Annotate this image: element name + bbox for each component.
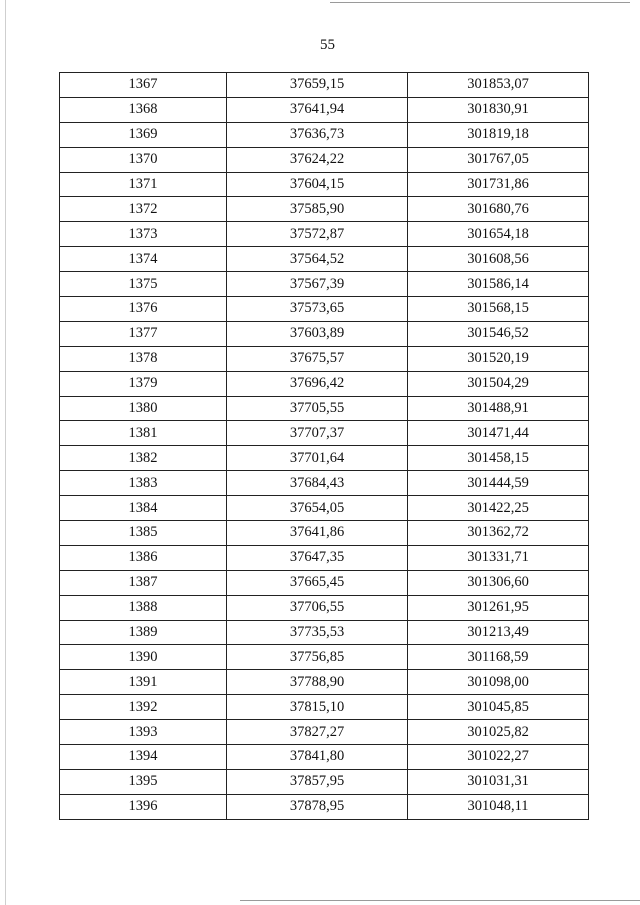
y-coordinate-cell: 301306,60	[408, 570, 589, 595]
point-number-cell: 1367	[60, 73, 227, 98]
page-number: 55	[320, 37, 335, 53]
x-coordinate-cell: 37647,35	[227, 545, 408, 570]
table-row	[60, 172, 589, 197]
point-number-cell: 1387	[60, 570, 227, 595]
x-coordinate-cell: 37707,37	[227, 421, 408, 446]
x-coordinate-cell: 37573,65	[227, 297, 408, 322]
table-row	[60, 346, 589, 371]
coordinates-table	[59, 72, 589, 820]
table-row	[60, 695, 589, 720]
table-row	[60, 496, 589, 521]
point-number-cell: 1390	[60, 645, 227, 670]
point-number-cell: 1392	[60, 695, 227, 720]
table-row	[60, 371, 589, 396]
table-row	[60, 720, 589, 745]
y-coordinate-cell: 301504,29	[408, 371, 589, 396]
y-coordinate-cell: 301098,00	[408, 670, 589, 695]
point-number-cell: 1384	[60, 496, 227, 521]
y-coordinate-cell: 301045,85	[408, 695, 589, 720]
y-coordinate-cell: 301444,59	[408, 471, 589, 496]
point-number-cell: 1388	[60, 595, 227, 620]
coordinates-table-body	[60, 73, 589, 820]
page-edge-left	[5, 0, 6, 905]
y-coordinate-cell: 301168,59	[408, 645, 589, 670]
y-coordinate-cell: 301853,07	[408, 73, 589, 98]
point-number-cell: 1389	[60, 620, 227, 645]
table-row	[60, 421, 589, 446]
y-coordinate-cell: 301608,56	[408, 247, 589, 272]
x-coordinate-cell: 37788,90	[227, 670, 408, 695]
x-coordinate-cell: 37564,52	[227, 247, 408, 272]
table-row	[60, 570, 589, 595]
point-number-cell: 1375	[60, 272, 227, 297]
point-number-cell: 1395	[60, 769, 227, 794]
point-number-cell: 1373	[60, 222, 227, 247]
point-number-cell: 1368	[60, 97, 227, 122]
x-coordinate-cell: 37603,89	[227, 321, 408, 346]
y-coordinate-cell: 301362,72	[408, 521, 589, 546]
point-number-cell: 1381	[60, 421, 227, 446]
y-coordinate-cell: 301488,91	[408, 396, 589, 421]
x-coordinate-cell: 37641,94	[227, 97, 408, 122]
table-row	[60, 321, 589, 346]
x-coordinate-cell: 37684,43	[227, 471, 408, 496]
table-row	[60, 73, 589, 98]
table-row	[60, 247, 589, 272]
x-coordinate-cell: 37878,95	[227, 794, 408, 819]
page-edge-bottom	[240, 900, 640, 901]
point-number-cell: 1371	[60, 172, 227, 197]
y-coordinate-cell: 301261,95	[408, 595, 589, 620]
table-row	[60, 545, 589, 570]
x-coordinate-cell: 37735,53	[227, 620, 408, 645]
table-row	[60, 222, 589, 247]
table-row	[60, 297, 589, 322]
point-number-cell: 1394	[60, 745, 227, 770]
point-number-cell: 1385	[60, 521, 227, 546]
table-row	[60, 197, 589, 222]
table-row	[60, 745, 589, 770]
x-coordinate-cell: 37705,55	[227, 396, 408, 421]
x-coordinate-cell: 37756,85	[227, 645, 408, 670]
table-row	[60, 122, 589, 147]
y-coordinate-cell: 301819,18	[408, 122, 589, 147]
y-coordinate-cell: 301830,91	[408, 97, 589, 122]
x-coordinate-cell: 37604,15	[227, 172, 408, 197]
y-coordinate-cell: 301025,82	[408, 720, 589, 745]
point-number-cell: 1391	[60, 670, 227, 695]
x-coordinate-cell: 37815,10	[227, 695, 408, 720]
x-coordinate-cell: 37572,87	[227, 222, 408, 247]
x-coordinate-cell: 37857,95	[227, 769, 408, 794]
point-number-cell: 1396	[60, 794, 227, 819]
x-coordinate-cell: 37641,86	[227, 521, 408, 546]
point-number-cell: 1382	[60, 446, 227, 471]
table-row	[60, 595, 589, 620]
page-edge-top	[330, 2, 630, 3]
y-coordinate-cell: 301331,71	[408, 545, 589, 570]
y-coordinate-cell: 301731,86	[408, 172, 589, 197]
point-number-cell: 1393	[60, 720, 227, 745]
x-coordinate-cell: 37654,05	[227, 496, 408, 521]
table-row	[60, 471, 589, 496]
x-coordinate-cell: 37665,45	[227, 570, 408, 595]
table-row	[60, 272, 589, 297]
point-number-cell: 1379	[60, 371, 227, 396]
y-coordinate-cell: 301680,76	[408, 197, 589, 222]
point-number-cell: 1376	[60, 297, 227, 322]
y-coordinate-cell: 301568,15	[408, 297, 589, 322]
point-number-cell: 1369	[60, 122, 227, 147]
y-coordinate-cell: 301654,18	[408, 222, 589, 247]
y-coordinate-cell: 301471,44	[408, 421, 589, 446]
x-coordinate-cell: 37659,15	[227, 73, 408, 98]
point-number-cell: 1386	[60, 545, 227, 570]
y-coordinate-cell: 301767,05	[408, 147, 589, 172]
x-coordinate-cell: 37701,64	[227, 446, 408, 471]
y-coordinate-cell: 301546,52	[408, 321, 589, 346]
x-coordinate-cell: 37706,55	[227, 595, 408, 620]
x-coordinate-cell: 37585,90	[227, 197, 408, 222]
point-number-cell: 1383	[60, 471, 227, 496]
table-row	[60, 620, 589, 645]
table-row	[60, 670, 589, 695]
x-coordinate-cell: 37624,22	[227, 147, 408, 172]
point-number-cell: 1378	[60, 346, 227, 371]
y-coordinate-cell: 301586,14	[408, 272, 589, 297]
point-number-cell: 1380	[60, 396, 227, 421]
x-coordinate-cell: 37841,80	[227, 745, 408, 770]
table-row	[60, 645, 589, 670]
table-row	[60, 769, 589, 794]
point-number-cell: 1372	[60, 197, 227, 222]
x-coordinate-cell: 37567,39	[227, 272, 408, 297]
point-number-cell: 1377	[60, 321, 227, 346]
x-coordinate-cell: 37636,73	[227, 122, 408, 147]
point-number-cell: 1370	[60, 147, 227, 172]
y-coordinate-cell: 301031,31	[408, 769, 589, 794]
y-coordinate-cell: 301213,49	[408, 620, 589, 645]
y-coordinate-cell: 301520,19	[408, 346, 589, 371]
table-row	[60, 147, 589, 172]
x-coordinate-cell: 37827,27	[227, 720, 408, 745]
y-coordinate-cell: 301048,11	[408, 794, 589, 819]
table-row	[60, 97, 589, 122]
table-row	[60, 794, 589, 819]
x-coordinate-cell: 37675,57	[227, 346, 408, 371]
table-row	[60, 396, 589, 421]
y-coordinate-cell: 301458,15	[408, 446, 589, 471]
x-coordinate-cell: 37696,42	[227, 371, 408, 396]
table-row	[60, 446, 589, 471]
table-row	[60, 521, 589, 546]
y-coordinate-cell: 301022,27	[408, 745, 589, 770]
y-coordinate-cell: 301422,25	[408, 496, 589, 521]
point-number-cell: 1374	[60, 247, 227, 272]
